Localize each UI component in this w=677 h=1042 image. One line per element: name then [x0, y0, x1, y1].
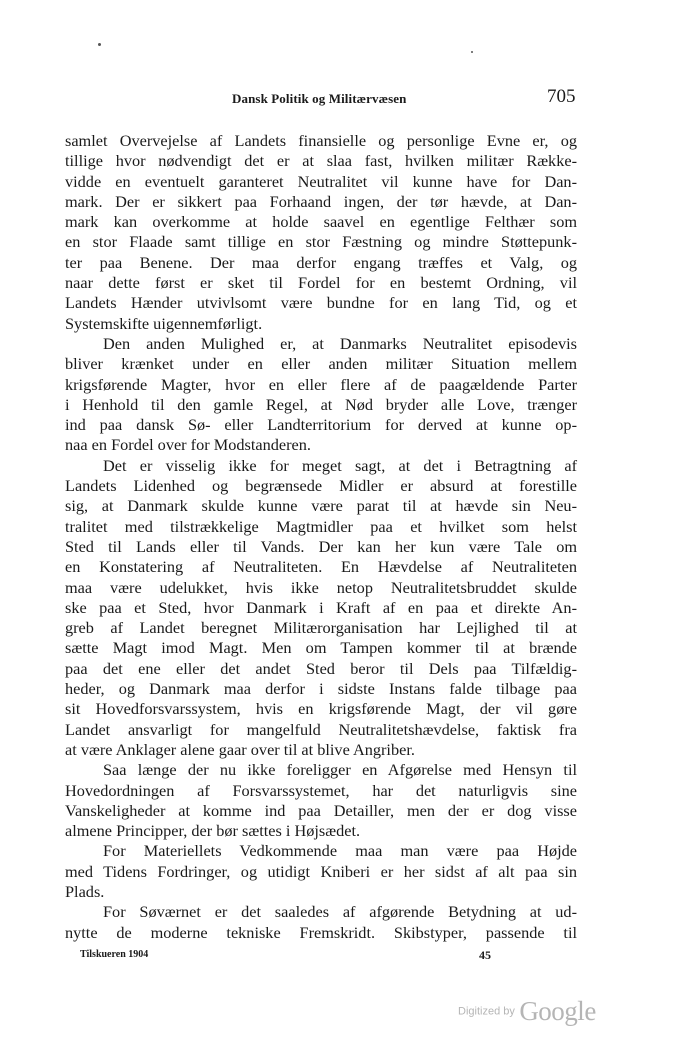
text-line: Saa længe der nu ikke foreligger en Afgørelse med Hensyn til — [103, 760, 577, 780]
text-line: mark kan overkomme at holde saavel en egentlige Felthær som — [65, 212, 577, 232]
digitized-watermark — [458, 996, 596, 1027]
text-line: paa det ene eller det andet Sted beror til Dels paa Tilfældig- — [65, 658, 577, 678]
text-line: naa en Fordel over for Modstanderen. — [65, 435, 311, 455]
footer-signature: Tilskueren 1904 — [80, 949, 149, 960]
text-line: en stor Flaade samt tillige en stor Fæstning og mindre Støttepunk- — [65, 232, 577, 252]
text-line: nytte de moderne tekniske Fremskridt. Skibstyper, passende til — [65, 922, 577, 942]
digitized-by-label: Digitized by — [458, 1005, 515, 1018]
body-text — [65, 131, 577, 943]
text-line: almene Principper, der bør sættes i Højsædet. — [65, 821, 361, 841]
text-line: bliver krænket under en eller anden militær Situation mellem — [65, 354, 577, 374]
text-line: maa være udelukket, hvis ikke netop Neutralitetsbruddet skulde — [65, 577, 577, 597]
text-line: i Henhold til den gamle Regel, at Nød bryder alle Love, trænger — [65, 394, 577, 414]
text-line: at være Anklager alene gaar over til at blive Angriber. — [65, 739, 415, 759]
text-line: Systemskifte uigennemførligt. — [65, 313, 263, 333]
google-logo: Google — [519, 996, 596, 1026]
text-line: ter paa Benene. Der maa derfor engang træffes et Valg, og — [65, 252, 577, 272]
text-line: vidde en eventuelt garanteret Neutralitet vil kunne have for Dan- — [65, 171, 577, 191]
text-line: sætte Magt imod Magt. Men om Tampen kommer til at brænde — [65, 638, 577, 658]
text-line: Hovedordningen af Forsvarssystemet, har det naturligvis sine — [65, 780, 577, 800]
page-number: 705 — [547, 86, 576, 107]
text-line: Landet ansvarligt for mangelfuld Neutralitetshævdelse, faktisk fra — [65, 719, 577, 739]
text-line: sig, at Danmark skulde kunne være parat til at hævde sin Neu- — [65, 496, 577, 516]
text-line: Plads. — [65, 881, 105, 901]
text-line: heder, og Danmark maa derfor i sidste Instans falde tilbage paa — [65, 679, 577, 699]
text-line: krigsførende Magter, hvor en eller flere af de paagældende Parter — [65, 374, 577, 394]
text-line: mark. Der er sikkert paa Forhaand ingen, der tør hævde, at Dan- — [65, 191, 577, 211]
text-line: Den anden Mulighed er, at Danmarks Neutralitet episodevis — [103, 333, 577, 353]
text-line: Landets Hænder utvivlsomt være bundne for en lang Tid, og et — [65, 293, 577, 313]
text-line: naar dette først er sket til Fordel for en bestemt Ordning, vil — [65, 273, 577, 293]
text-line: en Konstatering af Neutraliteten. En Hævdelse af Neutraliteten — [65, 557, 577, 577]
text-line: For Materiellets Vedkommende maa man være paa Højde — [103, 841, 577, 861]
text-line: tralitet med tilstrækkelige Magtmidler paa et hvilket som helst — [65, 516, 577, 536]
text-line: Det er visselig ikke for meget sagt, at det i Betragtning af — [103, 455, 577, 475]
text-line: Vanskeligheder at komme ind paa Detailler, men der er dog visse — [65, 800, 577, 820]
text-line: med Tidens Fordringer, og utidigt Kniberi er her sidst af alt paa sin — [65, 861, 577, 881]
text-line: ske paa et Sted, hvor Danmark i Kraft af en paa et direkte An- — [65, 597, 577, 617]
text-line: Landets Lidenhed og begrænsede Midler er absurd at forestille — [65, 476, 577, 496]
text-line: sit Hovedforsvarssystem, hvis en krigsførende Magt, der vil gøre — [65, 699, 577, 719]
running-title: Dansk Politik og Militærvæsen — [232, 91, 407, 106]
text-line: For Søværnet er det saaledes af afgørende Betydning at ud- — [103, 902, 577, 922]
text-line: tillige hvor nødvendigt det er at slaa fast, hvilken militær Række- — [65, 151, 577, 171]
text-line: Sted til Lands eller til Vands. Der kan her kun være Tale om — [65, 536, 577, 556]
footer-sheet-number: 45 — [479, 948, 491, 962]
text-line: ind paa dansk Sø- eller Landterritorium for derved at kunne op- — [65, 415, 577, 435]
scan-speck — [98, 43, 101, 46]
text-line: samlet Overvejelse af Landets finansielle og personlige Evne er, og — [65, 131, 577, 150]
text-line: greb af Landet beregnet Militærorganisation har Lejlighed til at — [65, 618, 577, 638]
scan-speck — [471, 51, 473, 53]
